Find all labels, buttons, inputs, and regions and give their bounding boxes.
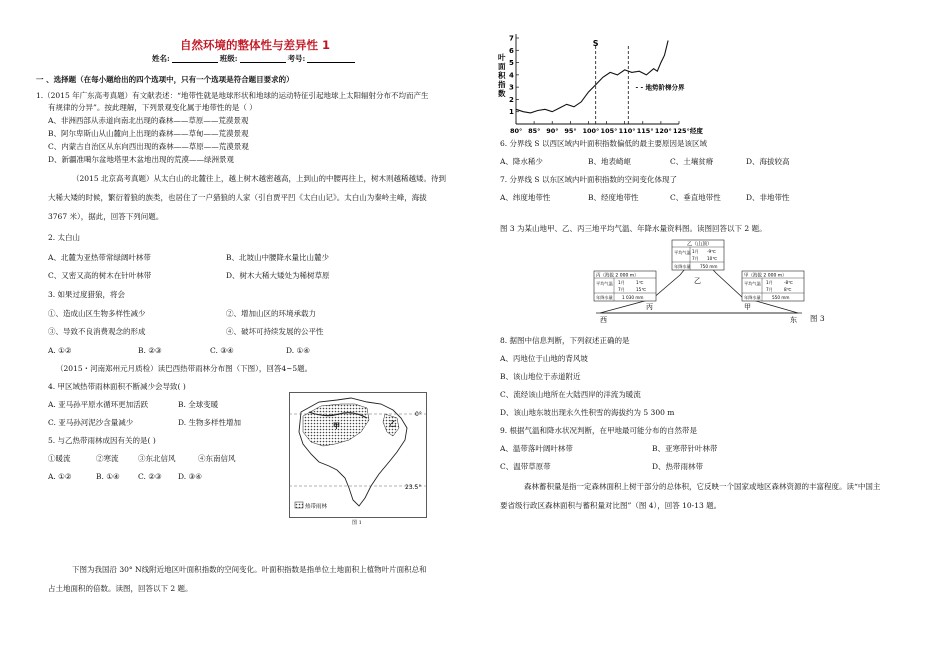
q3-option-b: B. ②③ <box>138 346 162 355</box>
q4-stem: 4. 甲区域热带雨林面积不断减少会导致( ) <box>48 382 186 391</box>
q5-item-2: ②寒流 <box>96 454 119 463</box>
chart-y-label: 叶面积指数 <box>498 53 506 98</box>
q5-option-b: B. ①④ <box>96 472 120 481</box>
yi-jul-val: 10℃ <box>707 256 718 261</box>
q2-option-c: C、又密又高的树木在针叶林带 <box>48 271 152 280</box>
y-tick-label: 2 <box>509 95 514 104</box>
x-tick-label: 120° <box>654 127 672 135</box>
q3-stem: 3. 如果过度猎狼，将会 <box>48 290 126 299</box>
bing-title: 丙（海拔 2 000 m） <box>596 273 639 279</box>
x-tick-label: 95° <box>564 127 577 135</box>
jia-data-box <box>742 271 804 301</box>
q9-stem: 9. 根据气温和降水状况判断，在甲地最可能分布的自然带是 <box>500 426 698 435</box>
passage4: （2015・河南郑州元月质检）读巴西热带雨林分布图（下图），回答4~5题。 <box>56 364 313 373</box>
x-tick-label: 80° <box>510 127 523 135</box>
jia-jul: 7月 <box>766 287 773 292</box>
q2-option-a: A、北麓为亚热带常绿阔叶林带 <box>48 253 151 262</box>
y-tick-label: 7 <box>509 34 514 43</box>
bing-row-rain: 年降水量 <box>596 295 613 300</box>
y-tick-label: 6 <box>509 46 514 55</box>
q4-option-a: A. 亚马孙平原水循环更加活跃 <box>48 400 149 409</box>
q7-option-c: C、垂直地带性 <box>670 193 721 202</box>
q3-item-4: ④、破坏可持续发展的公平性 <box>226 327 324 336</box>
bing-jul-val: 15℃ <box>636 287 647 292</box>
leaf-area-index-chart <box>494 30 714 135</box>
y-tick-label: 4 <box>509 71 514 80</box>
exam-blank <box>307 54 355 63</box>
name-label: 姓名: <box>152 54 170 63</box>
fig3-east: 东 <box>790 316 797 323</box>
passage8: 图 3 为某山地甲、乙、丙三地平均气温、年降水量资料图。读图回答以下 2 题。 <box>500 224 767 233</box>
q3-option-d: D. ①④ <box>286 346 310 355</box>
bing-jul: 7月 <box>618 287 625 292</box>
lat-0-label: 0° <box>415 411 422 418</box>
q1-option-a: A、非洲西部从赤道向南北出现的森林——草原——荒漠景观 <box>48 116 249 125</box>
x-tick-label: 85° <box>528 127 541 135</box>
passage6-line1: 下图为我国沿 30° N线附近地区叶面积指数的空间变化。叶面积指数是指单位土地面积上植物叶片面积总和 <box>72 565 427 574</box>
section-heading: 一 、选择题（在每小题给出的四个选项中，只有一个选项是符合题目要求的） <box>36 75 294 84</box>
q4-option-c: C. 亚马孙河泥沙含量减少 <box>48 418 134 427</box>
q4-option-b: B. 全球变暖 <box>178 400 219 409</box>
q6-option-c: C、土壤贫瘠 <box>670 157 714 166</box>
passage10-line1: 森林蓄积量是指一定森林面积上树干部分的总体积，它反映一个国家或地区森林资源的丰富程度。读“中国主 <box>524 482 881 491</box>
passage2-line2: 大稀大矮的时候，繁衍着狼的族类，也居住了一户猎狼的人家（引自贾平凹《太白山记》。太白山为秦岭主峰，海拔 <box>48 193 427 202</box>
q7-option-d: D、非地带性 <box>746 193 790 202</box>
yi-row-temp: 平均气温 <box>674 250 691 255</box>
class-label: 班级: <box>219 54 238 63</box>
fig3-label-yi: 乙 <box>694 277 701 285</box>
q5-option-a: A. ①② <box>48 472 72 481</box>
passage2-line1: （2015 北京高考真题）从太白山的北麓往上，越上树木越密越高，上到山的中腰再往上，树木则越稀越矮。待到 <box>72 174 446 183</box>
jia-rain-val: 550 mm <box>772 295 790 300</box>
q9-option-b: B、亚寒带针叶林带 <box>652 444 718 453</box>
exam-label: 考号: <box>287 54 306 63</box>
map-label-jia: 甲 <box>333 422 340 430</box>
q5-stem: 5. 与乙热带雨林成因有关的是( ) <box>48 436 156 445</box>
jia-jul-val: 8℃ <box>784 287 792 292</box>
q9-option-a: A、温带落叶阔叶林带 <box>500 444 573 453</box>
page-title: 自然环境的整体性与差异性 1 <box>180 38 331 52</box>
q3-option-c: C. ③④ <box>210 346 234 355</box>
q5-item-1: ①暖流 <box>48 454 71 463</box>
passage10-line2: 要省级行政区森林面积与蓄积量对比图”（图 4），回答 10-13 题。 <box>500 501 722 510</box>
yi-title: 乙（山顶） <box>687 241 713 248</box>
x-tick-label: 105° <box>600 127 618 135</box>
y-tick-label: 5 <box>509 59 514 68</box>
yi-data-box <box>672 240 724 270</box>
q8-stem: 8. 据图中信息判断，下列叙述正确的是 <box>500 336 630 345</box>
y-tick-label: 1 <box>509 108 514 117</box>
yi-row-rain: 年降水量 <box>674 264 691 269</box>
bing-jan-val: 1℃ <box>636 280 644 285</box>
q6-option-b: B、地表崎岖 <box>588 157 632 166</box>
chart-legend: - - 地势阶梯分界 <box>635 83 685 92</box>
q2-stem: 2. 太白山 <box>48 233 81 242</box>
q3-item-2: ②、增加山区的环境承载力 <box>226 309 316 318</box>
chart-marks <box>516 41 668 125</box>
yi-rain-val: 750 mm <box>700 264 718 269</box>
q3-item-3: ③、导致不良消费观念的形成 <box>48 327 146 336</box>
x-tick-label: 115° <box>636 127 654 135</box>
q1-option-c: C、内蒙古自治区从东向西出现的森林——草原——荒漠景观 <box>48 142 249 151</box>
map-label-yi: 乙 <box>389 420 396 428</box>
fig3-label-jia: 甲 <box>744 303 751 311</box>
class-blank <box>240 54 286 63</box>
x-tick-label: 110° <box>618 127 636 135</box>
map-caption: 图 1 <box>352 520 362 526</box>
q8-option-d: D、该山地东坡出现永久性积雪的海拔约为 5 300 m <box>500 408 675 417</box>
jia-title: 甲（海拔 2 000 m） <box>744 273 787 279</box>
x-tick-label: 100° <box>582 127 600 135</box>
q5-item-4: ④东南信风 <box>198 454 236 463</box>
q8-option-a: A、丙地位于山地的背风坡 <box>500 354 588 363</box>
q7-option-a: A、纬度地带性 <box>500 193 551 202</box>
bing-row-temp: 平均气温 <box>596 281 613 286</box>
q3-option-a: A. ①② <box>48 346 72 355</box>
q7-stem: 7. 分界线 S 以东区域内叶面积指数的空间变化体现了 <box>500 175 677 184</box>
q6-option-a: A、降水稀少 <box>500 157 543 166</box>
x-tick-label: 125°经度 <box>673 127 703 135</box>
bing-rain-val: 1 030 mm <box>622 295 644 300</box>
jia-row-temp: 平均气温 <box>744 281 761 286</box>
jia-jan: 1月 <box>766 280 773 285</box>
jia-jan-val: -8℃ <box>784 280 793 285</box>
yi-jan-val: -9℃ <box>707 249 716 254</box>
q8-option-c: C、流经该山地所在大陆西岸的洋流为暖流 <box>500 390 641 399</box>
q1-option-b: B、阿尔卑斯山从山麓向上出现的森林——草甸——荒漠景观 <box>48 129 249 138</box>
mountain-climate-diagram <box>592 239 806 323</box>
fig3-caption: 图 3 <box>810 314 825 323</box>
passage2-line3: 3767 米），据此，回答下列问题。 <box>48 212 164 221</box>
fig3-label-bing: 丙 <box>646 303 653 311</box>
bing-data-box <box>594 271 656 301</box>
fig3-west: 西 <box>600 316 607 323</box>
student-info <box>152 54 357 63</box>
q7-option-b: B、经度地带性 <box>588 193 639 202</box>
q1-stem-line2: 有规律的分异”。按此理解，下列景观变化属于地带性的是（ ） <box>48 103 257 112</box>
q1-option-d: D、新疆准噶尔盆地塔里木盆地出现的荒漠——绿洲景观 <box>48 155 235 164</box>
q6-option-d: D、海拔较高 <box>746 157 790 166</box>
legend-swatch <box>295 502 303 508</box>
jia-row-rain: 年降水量 <box>744 295 761 300</box>
yi-jul: 7月 <box>692 256 699 261</box>
name-blank <box>172 54 218 63</box>
q3-item-1: ①、造成山区生物多样性减少 <box>48 309 146 318</box>
q9-option-c: C、温带草原带 <box>500 462 551 471</box>
bing-jan: 1月 <box>618 280 625 285</box>
q2-option-b: B、北坡山中腰降水量比山麓少 <box>226 253 330 262</box>
y-tick-label: 3 <box>509 83 514 92</box>
q6-stem: 6. 分界线 S 以西区域内叶面积指数偏低的最主要原因是该区域 <box>500 139 707 148</box>
q5-item-3: ③东北信风 <box>138 454 176 463</box>
q1-stem-line1: 1.（2015 年广东高考真题）有文献表述：“地带性就是地球形状和地球的运动特征引起地球上太阳辐射分布不均而产生 <box>36 91 429 100</box>
q5-option-c: C. ②③ <box>138 472 162 481</box>
lat-23-label: 23.5° <box>405 484 422 491</box>
brazil-rainforest-map <box>289 392 427 518</box>
q2-option-d: D、树木大稀大矮处为稀树草原 <box>226 271 330 280</box>
q5-option-d: D. ③④ <box>178 472 202 481</box>
lai-series-line <box>516 41 668 113</box>
x-tick-label: 90° <box>546 127 559 135</box>
passage6-line2: 占土地面积的倍数。读图，回答以下 2 题。 <box>48 584 193 593</box>
yi-jan: 1月 <box>692 249 699 254</box>
q8-option-b: B、该山地位于赤道附近 <box>500 372 581 381</box>
q9-option-d: D、热带雨林带 <box>652 462 704 471</box>
q4-option-d: D. 生物多样性增加 <box>178 418 242 427</box>
map-legend-label: 热带雨林 <box>305 504 328 510</box>
chart-s-label: S <box>592 39 599 48</box>
